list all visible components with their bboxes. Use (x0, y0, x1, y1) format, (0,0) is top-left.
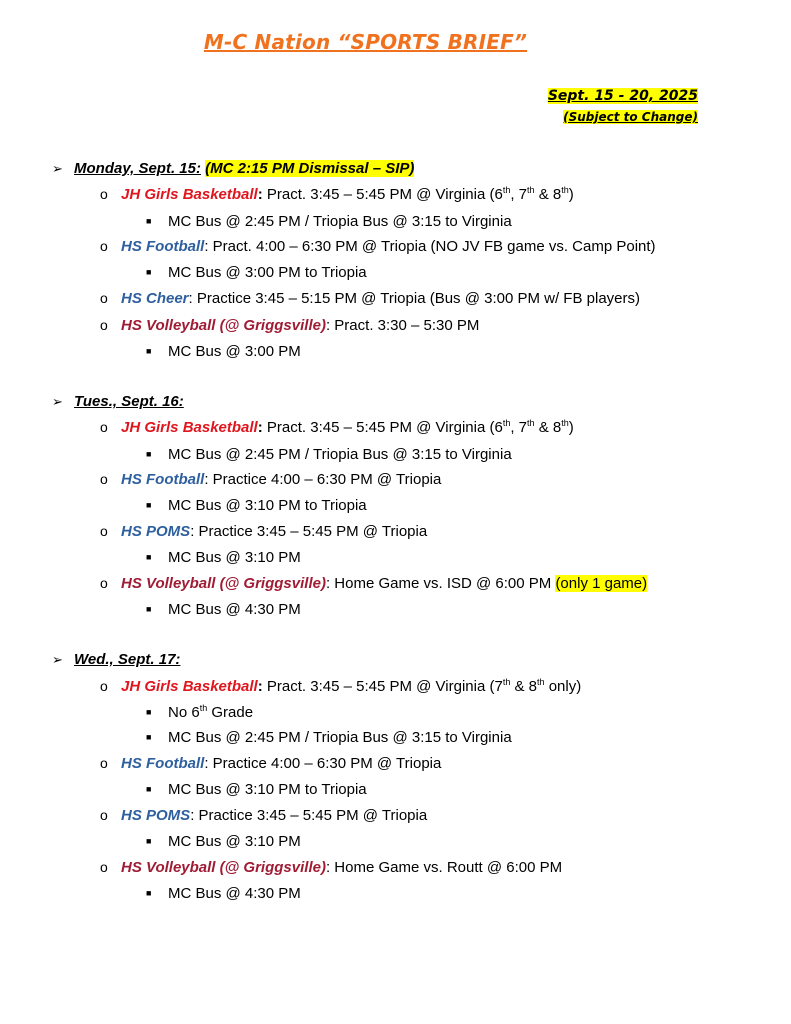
square-bullet-icon: ■ (146, 707, 152, 717)
item-text: : Pract. 3:30 – 5:30 PM (325, 317, 480, 334)
sport-name: HS Volleyball (@ Griggsville) (121, 575, 326, 592)
game-note-highlight: (only 1 game) (555, 575, 648, 592)
circle-bullet-icon: o (100, 317, 108, 333)
list-item (100, 521, 427, 542)
circle-bullet-icon: o (100, 471, 108, 487)
bus-info: MC Bus @ 3:10 PM to Triopia (168, 781, 367, 798)
item-text: ) (568, 419, 574, 436)
square-bullet-icon: ■ (146, 346, 152, 356)
circle-bullet-icon: o (100, 575, 108, 591)
circle-bullet-icon: o (100, 807, 108, 823)
item-text: Grade (207, 704, 254, 721)
item-text: & 8 (534, 419, 562, 436)
list-subitem (146, 599, 301, 620)
circle-bullet-icon: o (100, 419, 108, 435)
list-item (100, 857, 562, 878)
item-text: , 7 (510, 419, 528, 436)
subject-to-change-note: (Subject to Change) (563, 110, 698, 124)
item-text: : Home Game vs. Routt @ 6:00 PM (325, 859, 563, 876)
arrow-bullet-icon: ➢ (52, 652, 63, 667)
bus-info: MC Bus @ 3:10 PM (168, 833, 301, 850)
bus-info: MC Bus @ 4:30 PM (168, 601, 301, 618)
day-heading-monday (52, 159, 414, 179)
item-text: No 6 (168, 704, 200, 721)
dismissal-notice: (MC 2:15 PM Dismissal – SIP) (205, 160, 415, 177)
list-item (100, 805, 427, 826)
list-item (100, 184, 574, 205)
sport-name: HS Football (121, 238, 205, 255)
bus-info: MC Bus @ 2:45 PM / Triopia Bus @ 3:15 to Virginia (168, 729, 512, 746)
sport-name: HS Volleyball (@ Griggsville) (121, 317, 326, 334)
day-heading-wednesday (52, 650, 180, 670)
item-text: , 7 (510, 186, 528, 203)
day-label: Wed., Sept. 17: (74, 651, 181, 668)
list-subitem (146, 547, 301, 568)
square-bullet-icon: ■ (146, 784, 152, 794)
ordinal-suffix: th (199, 703, 208, 713)
item-text: & 8 (534, 186, 562, 203)
ordinal-suffix: th (527, 185, 535, 195)
circle-bullet-icon: o (100, 186, 108, 202)
sport-name: HS Cheer (121, 290, 189, 307)
bus-info: MC Bus @ 3:00 PM (168, 343, 301, 360)
square-bullet-icon: ■ (146, 500, 152, 510)
sport-name: JH Girls Basketball (121, 419, 258, 436)
list-item (100, 417, 574, 438)
square-bullet-icon: ■ (146, 552, 152, 562)
sport-name: HS POMS (121, 807, 191, 824)
list-subitem (146, 341, 301, 362)
item-text: : Practice 3:45 – 5:15 PM @ Triopia (Bus @ 3:00 PM w/ FB players) (188, 290, 640, 307)
square-bullet-icon: ■ (146, 267, 152, 277)
list-item (100, 288, 640, 309)
bus-info: MC Bus @ 3:10 PM (168, 549, 301, 566)
ordinal-suffix: th (561, 185, 569, 195)
colon: : (257, 419, 263, 436)
ordinal-suffix: th (537, 677, 545, 687)
sport-name: JH Girls Basketball (121, 678, 258, 695)
square-bullet-icon: ■ (146, 836, 152, 846)
list-subitem (146, 779, 367, 800)
ordinal-suffix: th (502, 677, 511, 687)
list-item (100, 315, 479, 336)
ordinal-suffix: th (527, 418, 535, 428)
list-subitem (146, 495, 367, 516)
square-bullet-icon: ■ (146, 449, 152, 459)
list-item (100, 676, 581, 697)
list-subitem (146, 211, 512, 232)
item-text: ) (568, 186, 574, 203)
sport-name: HS Football (121, 755, 205, 772)
circle-bullet-icon: o (100, 290, 108, 306)
bus-info: MC Bus @ 3:10 PM to Triopia (168, 497, 367, 514)
list-item (100, 573, 647, 594)
sport-name: HS Volleyball (@ Griggsville) (121, 859, 326, 876)
day-label: Monday, Sept. 15: (74, 160, 201, 177)
sport-name: HS Football (121, 471, 205, 488)
arrow-bullet-icon: ➢ (52, 394, 63, 409)
sport-name: JH Girls Basketball (121, 186, 258, 203)
list-subitem (146, 262, 367, 283)
item-text: : Practice 4:00 – 6:30 PM @ Triopia (204, 471, 442, 488)
square-bullet-icon: ■ (146, 732, 152, 742)
bus-info: MC Bus @ 2:45 PM / Triopia Bus @ 3:15 to Virginia (168, 213, 512, 230)
circle-bullet-icon: o (100, 523, 108, 539)
bus-info: MC Bus @ 4:30 PM (168, 885, 301, 902)
list-item (100, 753, 441, 774)
item-text: Pract. 3:45 – 5:45 PM @ Virginia (7 (262, 678, 503, 695)
square-bullet-icon: ■ (146, 888, 152, 898)
sport-name: HS POMS (121, 523, 191, 540)
ordinal-suffix: th (502, 185, 511, 195)
date-block (548, 88, 698, 125)
item-text: : Practice 3:45 – 5:45 PM @ Triopia (190, 807, 428, 824)
list-item (100, 236, 656, 257)
colon: : (257, 678, 263, 695)
item-text: Pract. 3:45 – 5:45 PM @ Virginia (6 (262, 419, 503, 436)
item-text: Pract. 3:45 – 5:45 PM @ Virginia (6 (262, 186, 503, 203)
item-text: & 8 (510, 678, 538, 695)
item-text: : Pract. 4:00 – 6:30 PM @ Triopia (NO JV FB game vs. Camp Point) (204, 238, 656, 255)
list-subitem (146, 883, 301, 904)
item-text: : Practice 3:45 – 5:45 PM @ Triopia (190, 523, 428, 540)
document-title: M-C Nation “SPORTS BRIEF” (203, 30, 528, 54)
item-text: : Home Game vs. ISD @ 6:00 PM (325, 575, 556, 592)
item-text: : Practice 4:00 – 6:30 PM @ Triopia (204, 755, 442, 772)
date-range: Sept. 15 - 20, 2025 (547, 88, 698, 104)
bus-info: MC Bus @ 3:00 PM to Triopia (168, 264, 367, 281)
list-item (100, 469, 441, 490)
colon: : (257, 186, 263, 203)
square-bullet-icon: ■ (146, 604, 152, 614)
circle-bullet-icon: o (100, 859, 108, 875)
ordinal-suffix: th (561, 418, 569, 428)
list-subitem (146, 702, 253, 723)
bus-info: MC Bus @ 2:45 PM / Triopia Bus @ 3:15 to Virginia (168, 446, 512, 463)
circle-bullet-icon: o (100, 238, 108, 254)
day-heading-tuesday (52, 392, 184, 412)
circle-bullet-icon: o (100, 755, 108, 771)
ordinal-suffix: th (502, 418, 511, 428)
square-bullet-icon: ■ (146, 216, 152, 226)
list-subitem (146, 831, 301, 852)
day-label: Tues., Sept. 16: (74, 393, 184, 410)
item-text: only) (544, 678, 582, 695)
list-subitem (146, 444, 512, 465)
arrow-bullet-icon: ➢ (52, 161, 63, 176)
circle-bullet-icon: o (100, 678, 108, 694)
list-subitem (146, 727, 512, 748)
